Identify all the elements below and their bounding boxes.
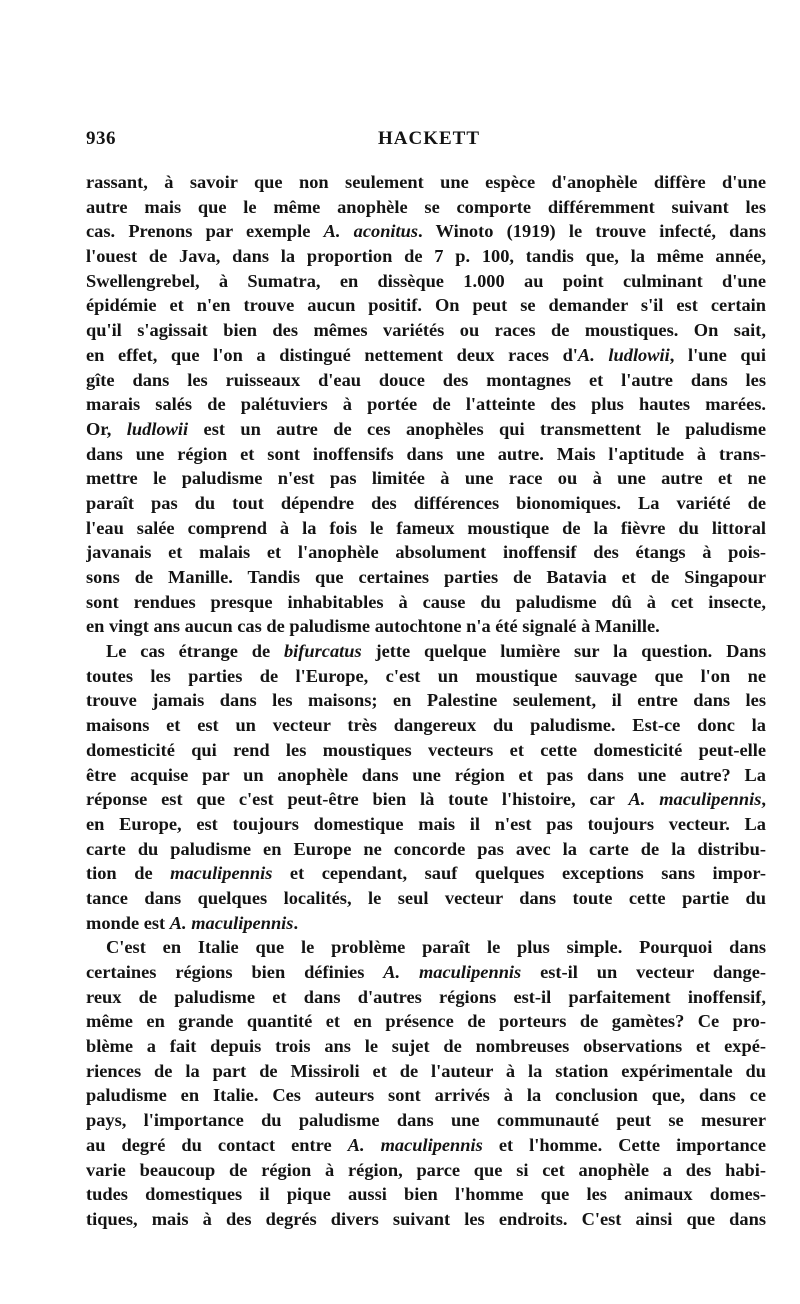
running-head: [86, 128, 766, 158]
text-line: qu'il s'agissait bien des mêmes variétés ou races de moustiques. On sait,: [86, 320, 766, 341]
text-line: autre mais que le même anophèle se comporte différemment suivant les: [86, 196, 766, 217]
text-line: même en grande quantité et en présence de porteurs de gamètes? Ce pro-: [86, 1011, 766, 1032]
running-head-author: HACKETT: [378, 128, 481, 149]
text-line: sont rendues presque inhabitables à cause du paludisme dû à cet insecte,: [86, 591, 766, 612]
text-line: en effet, que l'on a distingué nettement deux races d'A. ludlowii, l'une qui: [86, 344, 766, 365]
text-line: en vingt ans aucun cas de paludisme autochtone n'a été signalé à Manille.: [86, 616, 660, 637]
text-line: trouve jamais dans les maisons; en Palestine seulement, il entre dans les: [86, 690, 766, 711]
text-line: toutes les parties de l'Europe, c'est un moustique sauvage que l'on ne: [86, 665, 766, 686]
text-line: paraît pas du tout dépendre des différences bionomiques. La variété de: [86, 492, 766, 513]
text-line: carte du paludisme en Europe ne concorde pas avec la carte de la distribu-: [86, 838, 766, 859]
text-line: Or, ludlowii est un autre de ces anophèles qui transmettent le paludisme: [86, 418, 766, 439]
text-line: marais salés de palétuviers à portée de l'atteinte des plus hautes marées.: [86, 394, 766, 415]
text-line: tion de maculipennis et cependant, sauf quelques exceptions sans impor-: [86, 863, 766, 884]
text-line: dans une région et sont inoffensifs dans une autre. Mais l'aptitude à trans-: [86, 443, 766, 464]
text-line: pays, l'importance du paludisme dans une communauté peut se mesurer: [86, 1110, 766, 1131]
page-number: 936: [86, 128, 116, 149]
text-line: l'ouest de Java, dans la proportion de 7 p. 100, tandis que, la même année,: [86, 246, 766, 267]
text-line: riences de la part de Missiroli et de l'auteur à la station expérimentale du: [86, 1060, 766, 1081]
text-line: C'est en Italie que le problème paraît le plus simple. Pourquoi dans: [106, 937, 766, 958]
text-line: javanais et malais et l'anophèle absolument inoffensif des étangs à pois-: [86, 542, 766, 563]
text-line: blème a fait depuis trois ans le sujet de nombreuses observations et expé-: [86, 1036, 766, 1057]
text-line: être acquise par un anophèle dans une région et pas dans une autre? La: [86, 764, 766, 785]
text-line: paludisme en Italie. Ces auteurs sont arrivés à la conclusion que, dans ce: [86, 1085, 766, 1106]
text-line: tance dans quelques localités, le seul vecteur dans toute cette partie du: [86, 887, 766, 908]
text-line: mettre le paludisme n'est pas limitée à une race ou à une autre et ne: [86, 468, 766, 489]
text-line: Swellengrebel, à Sumatra, en dissèque 1.000 au point culminant d'une: [86, 270, 766, 291]
text-line: gîte dans les ruisseaux d'eau douce des montagnes et l'autre dans les: [86, 369, 766, 390]
text-line: monde est A. maculipennis.: [86, 912, 299, 933]
text-line: réponse est que c'est peut-être bien là toute l'histoire, car A. maculipennis,: [86, 789, 766, 810]
text-line: l'eau salée comprend à la fois le fameux moustique de la fièvre du littoral: [86, 517, 766, 538]
text-line: en Europe, est toujours domestique mais il n'est pas toujours vecteur. La: [86, 813, 766, 834]
text-line: domesticité qui rend les moustiques vecteurs et cette domesticité peut-elle: [86, 739, 766, 760]
text-line: tiques, mais à des degrés divers suivant les endroits. C'est ainsi que dans: [86, 1208, 766, 1229]
text-line: varie beaucoup de région à région, parce que si cet anophèle a des habi-: [86, 1159, 766, 1180]
text-line: au degré du contact entre A. maculipennis et l'homme. Cette importance: [86, 1134, 766, 1155]
text-line: tudes domestiques il pique aussi bien l'homme que les animaux domes-: [86, 1184, 766, 1205]
text-line: épidémie et n'en trouve aucun positif. On peut se demander s'il est certain: [86, 295, 766, 316]
body-text: [86, 170, 766, 1232]
text-line: sons de Manille. Tandis que certaines parties de Batavia et de Singapour: [86, 567, 766, 587]
text-line: cas. Prenons par exemple A. aconitus. Winoto (1919) le trouve infecté, dans: [86, 221, 766, 242]
text-line: certaines régions bien définies A. maculipennis est-il un vecteur dange-: [86, 962, 766, 982]
text-line: reux de paludisme et dans d'autres régions est-il parfaitement inoffensif,: [86, 986, 766, 1007]
text-line: rassant, à savoir que non seulement une espèce d'anophèle diffère d'une: [86, 172, 766, 192]
text-line: Le cas étrange de bifurcatus jette quelque lumière sur la question. Dans: [106, 641, 766, 662]
text-line: maisons et est un vecteur très dangereux du paludisme. Est-ce donc la: [86, 715, 766, 736]
